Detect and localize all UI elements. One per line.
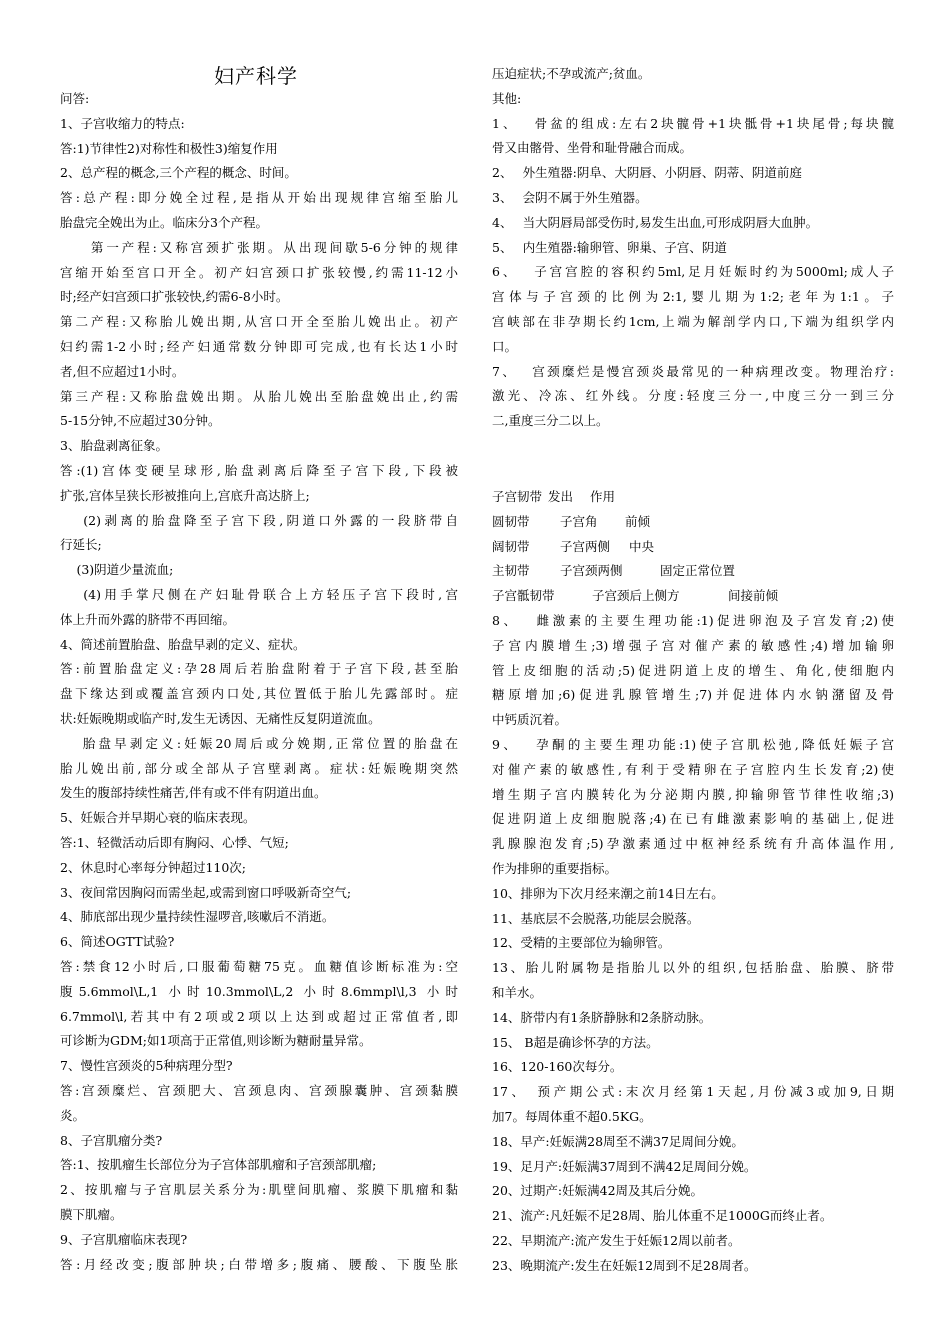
text-line: 行延长; [60,537,102,553]
text-line: 口。 [492,338,518,354]
ligament-table-cell: 中央 [629,538,655,554]
text-line: 膜下肌瘤。 [60,1207,123,1222]
ligament-table-cell: 前倾 [625,513,651,529]
text-line: 3、 会阴不属于外生殖器。 [492,190,648,205]
text-line: 4、简述前置胎盘、胎盘早剥的定义、症状。 [60,636,306,652]
ligament-table-cell: 圆韧带 [492,513,530,529]
text-line: 8、子宫肌瘤分类? [60,1132,163,1148]
text-line: 5-15分钟,不应超过30分钟。 [60,413,221,429]
text-line: 可诊断为GDM;如1项高于正常值,则诊断为糖耐量异常。 [60,1033,372,1049]
ligament-table-cell: 作用 [590,489,616,504]
text-line: 3、夜间常因胸闷而需坐起,或需到窗口呼吸新奇空气; [60,884,352,900]
text-line: 6、简述OGTT试验? [60,934,175,950]
text-line: 二,重度三分二以上。 [492,413,609,429]
text-line: 胎盘完全娩出为止。临床分3个产程。 [60,215,268,230]
text-line: 第三产程:又称胎盘娩出期。从胎儿娩出至胎盘娩出止,约需 [60,388,458,404]
text-line: 子宫内膜增生;3)增强子宫对催产素的敏感性;4)增加输卵 [492,637,894,653]
text-line: 1、子宫收缩力的特点: [60,115,185,131]
text-line: 时;经产妇宫颈口扩张较快,约需6-8小时。 [60,289,289,305]
text-line: 2、休息时心率每分钟超过110次; [60,859,247,875]
text-line: 22、早期流产:流产发生于妊娠12周以前者。 [492,1233,741,1248]
ligament-table-cell: 发出 [548,489,574,504]
ligament-table-row [492,585,894,607]
text-line: 腹5.6mmol\L,1 小时10.3mmol\L,2 小时8.6mmpl\l,3 小时 [60,983,458,999]
text-line: 7、慢性宫颈炎的5种病理分型? [60,1058,233,1074]
text-line: 12、受精的主要部位为输卵管。 [492,935,671,951]
text-line: 宫缩开始至宫口开全。初产妇宫颈口扩张较慢,约需11-12小 [60,264,458,280]
ligament-table-row [492,536,894,558]
text-line: 6.7mmol\l,若其中有2项或2项以上达到或超过正常值者,即 [60,1008,458,1024]
text-line: 对催产素的敏感性,有利于受精卵在子宫腔内生长发育;2)使 [492,761,894,777]
text-line: 16、120-160次每分。 [492,1059,623,1075]
text-line: 者,但不应超过1小时。 [60,363,185,379]
text-line: 胎盘早剥定义:妊娠20周后或分娩期,正常位置的胎盘在 [60,735,458,751]
ligament-table-row [492,560,894,582]
text-line: 状:妊娠晚期或临产时,发生无诱因、无痛性反复阴道流血。 [60,711,381,726]
text-line: 9、子宫肌瘤临床表现? [60,1231,188,1247]
text-line: 5、 内生殖器:输卵管、卵巢、子宫、阴道 [492,239,727,255]
ligament-table-header [492,486,894,508]
text-line: 炎。 [60,1107,86,1123]
text-line: 13、胎儿附属物是指胎儿以外的组织,包括胎盘、胎膜、脐带 [492,960,894,976]
text-line: 第二产程:又称胎儿娩出期,从宫口开全至胎儿娩出止。初产 [60,314,458,330]
text-line: 7、 宫颈糜烂是慢宫颈炎最常见的一种病理改变。物理治疗: [492,363,894,379]
ligament-table-cell: 主韧带 [492,563,530,579]
text-line: 乳腺腺泡发育;5)孕激素通过中枢神经系统有升高体温作用, [492,836,894,852]
text-line: (2)剥离的胎盘降至子宫下段,阴道口外露的一段脐带自 [60,512,458,528]
ligament-table-cell: 固定正常位置 [660,563,736,579]
text-line: 6、 子宫宫腔的容积约5ml,足月妊娠时约为5000ml;成人子 [492,264,894,280]
ligament-table-cell: 子宫角 [560,513,598,529]
text-line: 答:前置胎盘定义:孕28周后若胎盘附着于子宫下段,甚至胎 [60,661,458,677]
text-line: 4、肺底部出现少量持续性湿啰音,咳嗽后不消逝。 [60,909,335,925]
text-line: 扩张,宫体呈狭长形被推向上,宫底升高达脐上; [60,487,310,503]
ligament-table-cell: 子宫颈后上侧方 [592,588,680,604]
text-line: 增生期子宫内膜转化为分泌期内膜,抑输卵管节律性收缩;3) [492,786,894,802]
text-line: 其他: [492,90,522,106]
text-line: 4、 当大阴唇局部受伤时,易发生出血,可形成阴唇大血肿。 [492,214,819,230]
text-line: 答:1、轻微活动后即有胸闷、心悸、气短; [60,835,289,850]
text-line: 体上升而外露的脐带不再回缩。 [60,611,236,627]
text-line: 骨又由髂骨、坐骨和耻骨融合而成。 [492,140,693,156]
text-line: 17、 预产期公式:末次月经第1天起,月份减3或加9,日期 [492,1084,894,1100]
text-line: 2、总产程的概念,三个产程的概念、时间。 [60,165,297,181]
text-line: 答:总产程:即分娩全过程,是指从开始出现规律宫缩至胎儿 [60,190,458,206]
text-line: 问答: [60,91,90,106]
text-line: 9、 孕酮的主要生理功能:1)使子宫肌松弛,降低妊娠子宫 [492,737,894,752]
text-line: 8、 雌激素的主要生理功能:1)促进卵泡及子宫发育;2)使 [492,613,894,628]
text-line: 糖原增加;6)促进乳腺管增生;7)并促进体内水钠潴留及骨 [492,687,894,703]
ligament-table-cell: 阔韧带 [492,538,530,554]
text-line: 1、 骨盆的组成:左右2块髋骨+1块骶骨+1块尾骨;每块髋 [492,115,894,131]
text-line: 18、早产:妊娠满28周至不满37足周间分娩。 [492,1133,744,1149]
text-line: 促进阴道上皮细胞脱落;4)在已有雌激素影响的基础上,促进 [492,811,894,827]
text-line: 2、 外生殖器:阴阜、大阴唇、小阴唇、阴蒂、阴道前庭 [492,165,802,181]
text-line: 20、过期产:妊娠满42周及其后分娩。 [492,1183,704,1199]
text-line: 答:月经改变;腹部肿块;白带增多;腹痛、腰酸、下腹坠胀 [60,1256,458,1272]
page-title: 妇产科学 [214,64,298,88]
ligament-table-cell: 子宫韧带 [492,489,543,504]
text-line: 答:禁食12小时后,口服葡萄糖75克。血糖值诊断标准为:空 [60,959,458,974]
text-line: 宫峡部在非孕期长约1cm,上端为解剖学内口,下端为组织学内 [492,314,894,329]
text-line: 答:1)节律性2)对称性和极性3)缩复作用 [60,140,278,156]
text-line: 妇约需1-2小时;经产妇通常数分钟即可完成,也有长达1小时 [60,339,458,354]
text-line: 15、 B超是确诊怀孕的方法。 [492,1034,659,1050]
text-line: 和羊水。 [492,985,543,1000]
text-line: 14、脐带内有1条脐静脉和2条脐动脉。 [492,1009,712,1025]
text-line: 加7。每周体重不超0.5KG。 [492,1109,652,1124]
ligament-table-cell: 间接前倾 [728,588,779,604]
text-line: 10、排卵为下次月经来潮之前14日左右。 [492,885,724,901]
text-line: 压迫症状;不孕或流产;贫血。 [492,66,651,81]
text-line: 2、按肌瘤与子宫肌层关系分为:肌壁间肌瘤、浆膜下肌瘤和黏 [60,1182,458,1198]
text-line: 19、足月产:妊娠满37周到不满42足周间分娩。 [492,1158,757,1174]
ligament-table-cell: 子宫两侧 [560,538,611,554]
text-line: 激光、冷冻、红外线。分度:轻度三分一,中度三分一到三分 [492,388,894,404]
ligament-table-cell: 子宫颈两侧 [560,563,623,579]
text-line: 管上皮细胞的活动;5)促进阴道上皮的增生、角化,使细胞内 [492,662,894,678]
text-line: 答:(1)宫体变硬呈球形,胎盘剥离后降至子宫下段,下段被 [60,463,458,478]
text-line: 中钙质沉着。 [492,712,568,728]
ligament-table-row [492,511,894,533]
text-line: 11、基底层不会脱落,功能层会脱落。 [492,910,700,926]
text-line: 答:宫颈糜烂、宫颈肥大、宫颈息肉、宫颈腺囊肿、宫颈黏膜 [60,1083,458,1098]
text-line: 第一产程:又称宫颈扩张期。从出现间歇5-6分钟的规律 [60,239,458,255]
ligament-table-cell: 子宫骶韧带 [492,588,555,604]
text-line: 发生的腹部持续性痛苦,伴有或不伴有阴道出血。 [60,785,327,801]
text-line: 答:1、按肌瘤生长部位分为子宫体部肌瘤和子宫颈部肌瘤; [60,1157,377,1173]
text-line: 盘下缘达到或覆盖宫颈内口处,其位置低于胎儿先露部时。症 [60,686,458,702]
text-line: 21、流产:凡妊娠不足28周、胎儿体重不足1000G而终止者。 [492,1208,833,1224]
text-line: 作为排卵的重要指标。 [492,861,618,876]
text-line: 3、胎盘剥离征象。 [60,438,168,454]
text-line: (4)用手掌尺侧在产妇耻骨联合上方轻压子宫下段时,宫 [60,587,458,602]
text-line: 5、妊娠合并早期心衰的临床表现。 [60,810,256,826]
text-line: 23、晚期流产:发生在妊娠12周到不足28周者。 [492,1257,757,1273]
text-line: 宫体与子宫颈的比例为2:1,婴儿期为1:2;老年为1:1。子 [492,289,894,305]
text-line: 胎儿娩出前,部分或全部从子宫壁剥离。症状:妊娠晚期突然 [60,760,458,776]
text-line: (3)阴道少量流血; [60,562,174,578]
